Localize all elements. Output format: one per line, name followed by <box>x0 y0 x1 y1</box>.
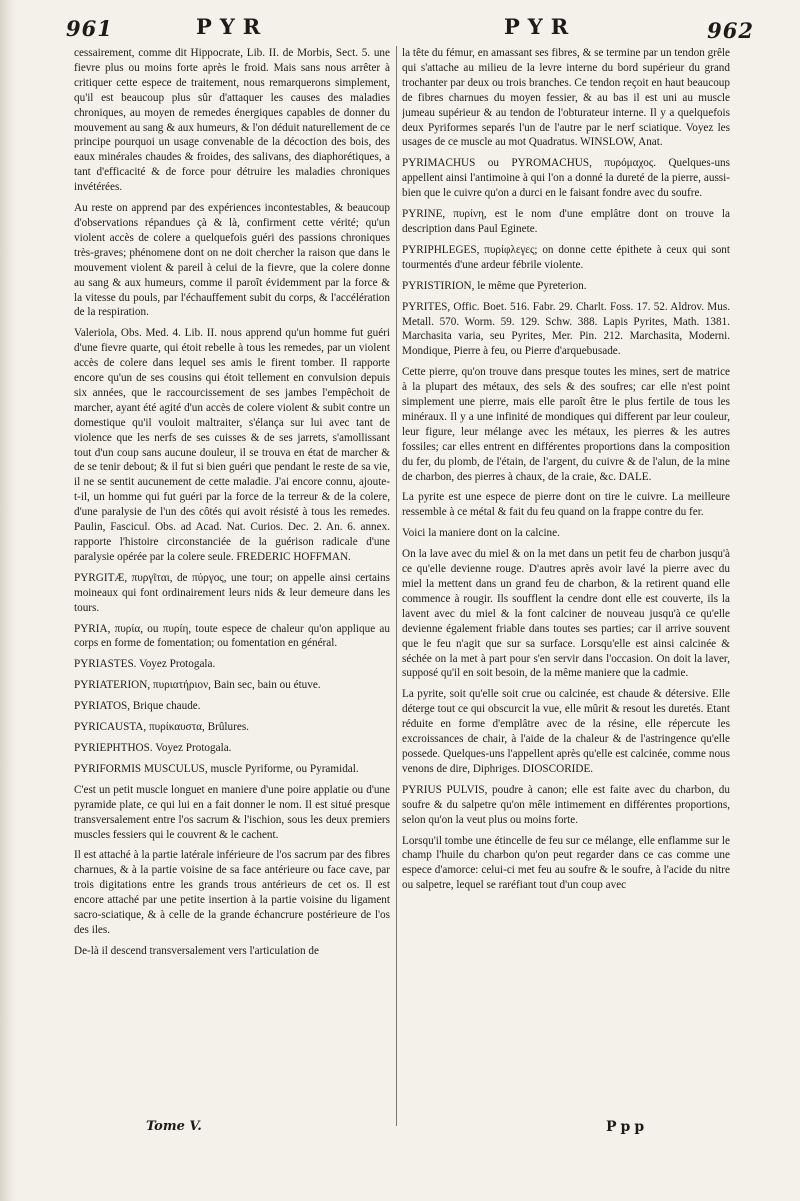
paragraph: la tête du fémur, en amassant ses fibres, & se termine par un tendon grêle qui s'attache au milieu de la levre interne du bord supérieur du grand trochanter par deux ou trois branches. Ce tendon reçoit en haut beaucoup de fibres charnues du moyen fessier, & au bas il est uni au muscle jumeau supérieur & au tendon de l'obturateur interne. Il y a quelquefois deux Pyriformes separés l'un de l'autre par le nerf sciatique. Voyez les usages de ce muscle au mot Quadratus. WINSLOW, Anat. <box>402 47 730 149</box>
paragraph: On la lave avec du miel & on la met dans un petit feu de charbon jusqu'à ce qu'elle devienne rouge. D'autres après avoir lavé la pierre avec du miel la mettent dans un grand feu de charbon, & la retirent quand elle commence à rougir. Ils soufflent la cendre dont elle est couverte, ils la lavent avec du miel & la font calciner de nouveau jusqu'à ce qu'elle devienne également friable dans toutes ses parties; car il arrive souvent que le feu n'agit que sur sa surface. Lorsqu'elle est ainsi calcinée & séchée on la met à part pour s'en servir dans l'occasion. On doit la laver, supposé qu'il en soit besoin, de la même maniere que la cadmie. <box>402 548 730 680</box>
printer-signature: Ppp <box>606 1119 649 1135</box>
entry-pyriephthos: PYRIEPHTHOS. Voyez Protogala. <box>74 741 232 754</box>
page-number-left: 961 <box>66 16 113 41</box>
paragraph: De-là il descend transversalement vers l'articulation de <box>74 944 319 957</box>
left-column <box>74 46 390 1136</box>
volume-signature: Tome V. <box>146 1119 202 1134</box>
paragraph: Lorsqu'il tombe une étincelle de feu sur ce mélange, elle enflamme sur le champ l'huile du charbon qu'on peut regarder dans ce cas comme une espece d'amorce: celui-ci met feu au soufre & le soufre, à l'acide du nitre ou salpetre, lequel se raréfiant tout d'un coup avec <box>402 834 730 892</box>
entry-pyriastes: PYRIASTES. Voyez Protogala. <box>74 658 216 671</box>
entry-pyriformis: PYRIFORMIS MUSCULUS, muscle Pyriforme, ou Pyramidal. <box>74 762 359 775</box>
entry-pyriphleges: PYRIPHLEGES, πυρίφλεγες; on donne cette épithete à ceux qui sont tourmentés d'une ardeur fébrile violente. <box>402 243 730 271</box>
paragraph: Voici la maniere dont on la calcine. <box>402 527 560 540</box>
paragraph: cessairement, comme dit Hippocrate, Lib. II. de Morbis, Sect. 5. une fievre plus ou moins forte après le froid. Mais sans nous arrêter à critiquer cette espece de traitement, nous remarquerons simplement, qu'il est beaucoup plus sûr d'attaquer les causes des maladies chroniques, au moyen de remedes énergiques capables de donner du mouvement au sang & aux humeurs, & l'on déduit naturellement de ce principe pourquoi un usage convenable de la décoction des bois, des eaux minérales chaudes & froides, des salivans, des diaphorétiques, a tant d'efficacité & de force pour détruire les maladies chroniques invétérées. <box>74 47 390 194</box>
entry-pyriaterion: PYRIATERION, πυριατήριον, Bain sec, bain ou étuve. <box>74 679 321 692</box>
entry-pyrius-pulvis: PYRIUS PULVIS, poudre à canon; elle est faite avec du charbon, du soufre & du salpetre qu'on mêle intimement en différentes proportions, selon qu'on la veut plus ou moins forte. <box>402 783 730 826</box>
column-divider <box>396 46 397 1126</box>
entry-pyrgitae: PYRGITÆ, πυργῖται, de πύργος, une tour; on appelle ainsi certains moineaux qui font ordinairement leurs nids & leur demeure dans les tours. <box>74 571 390 614</box>
entry-pyrimachus: PYRIMACHUS ou PYROMACHUS, πυρόμαχος. Quelques-uns appellent ainsi l'antimoine à qui l'on a donné la dureté de la pierre, aussi-bien que le cuivre qu'on a durci en le faisant fondre avec du soufre. <box>402 157 730 200</box>
paragraph: La pyrite, soit qu'elle soit crue ou calcinée, est chaude & détersive. Elle déterge tout ce qui obscurcit la vue, elle mûrit & resout les duretés. Etant réduite en forme d'emplâtre avec de la résine, elle répercute les excroissances de chair, à l'aide de la chaleur & de l'astringence qu'elle possede. Quelques-uns l'appellent après qu'elle est calcinée, comme nous venons de dire, Diphriges. DIOSCORIDE. <box>402 688 730 775</box>
entry-pyristirion: PYRISTIRION, le même que Pyreterion. <box>402 279 587 292</box>
entry-pyrites: PYRITES, Offic. Boet. 516. Fabr. 29. Charlt. Foss. 17. 52. Aldrov. Mus. Metall. 570. Worm. 59. 129. Schw. 388. Lapis Pyrites, Math. 1381. Marchasita varia, seu Pyrites, Mer. Pin. 212. Marchasita, Moderni. Mondique, Pierre à feu, ou Pierre d'arquebusade. <box>402 300 730 358</box>
paragraph: Valeriola, Obs. Med. 4. Lib. II. nous apprend qu'un homme fut guéri d'une fievre quarte, qui étoit rebelle à tous les remedes, par un violent accès de colere dans lequel ses amis le firent tomber. Il rapporte encore qu'un de ses cousins qui étoit tellement en convulsion depuis six années, que le raccourcissement de ses jambes l'empêchoit de marcher, ayant été agité d'un accès de colere violent & subit contre un domestique qu'il vouloit maltraiter, s'élança sur lui avec tant de violence que les nerfs de ses cuisses & de ses jarrets, s'amollissant tout d'un coup sans aucune douleur, il se trouva en état de marcher & de se tenir debout; & il fut si bien guéri que pendant le reste de sa vie, il ne se sentit aucunement de cette maladie. J'ai encore connu, ajoute-t-il, un homme qui fut guéri par la force de la terreur & de la colere, d'une paralysie de l'un des côtés qui avoit résisté à tous les remedes. Paulin, Fascicul. Obs. ad Acad. Nat. Curios. Dec. 2. An. 6. annex. rapporte l'histoire circonstanciée de la guérison radicale d'une paralysie opérée par la colere seule. FREDERIC HOFFMAN. <box>74 327 390 563</box>
paragraph: Cette pierre, qu'on trouve dans presque toutes les mines, sert de matrice à la plupart des métaux, des sels & des soufres; car elle n'est point simplement une pierre, mais elle paroît être le plus fertile de tous les minéraux. Il y a une infinité de mondiques qui different par leur couleur, leur figure, leur mélange avec les métaux, les pierres & les autres fossiles; car elles entrent en différentes proportions dans la composition du fer, du plomb, de l'étain, de l'argent, du cuivre & de l'alun, de la mine de charbon, des pierres à chaux, de la craie, &c. DALE. <box>402 366 730 483</box>
entry-pyriatos: PYRIATOS, Brique chaude. <box>74 700 201 713</box>
right-column <box>402 46 730 1136</box>
running-title-right: PYR <box>504 14 577 39</box>
running-header <box>58 10 756 44</box>
page-edge-shadow <box>0 0 14 1201</box>
entry-pyrine: PYRINE, πυρίνη, est le nom d'une emplâtre dont on trouve la description dans Paul Eginete. <box>402 208 730 235</box>
entry-pyricausta: PYRICAUSTA, πυρίκαυστα, Brûlures. <box>74 721 249 734</box>
page-number-right: 962 <box>707 18 754 43</box>
paragraph: Au reste on apprend par des expériences incontestables, & beaucoup d'observations répandues çà & là, confirment cette vérité; qu'un violent accès de colere a quelquefois guéri des passions chroniques très-graves; phénomene dont on ne doit chercher la raison que dans le mouvement violent & pareil à celui de la fievre, que la colere donne au sang & aux humeurs, comme il paroît évidemment par la force & la vitesse du pouls, par l'échauffement subit du corps, & l'accélération de la respiration. <box>74 202 390 319</box>
paragraph: Il est attaché à la partie latérale inférieure de l'os sacrum par des fibres charnues, & à la partie voisine de sa face antérieure ou face cave, par trois digitations entre les grands trous antérieurs de cet os. Il est encore attaché par une petite insertion à la partie voisine du ligament sacro-sciatique, & à celle de la grande échancrure postérieure de l'os des iles. <box>74 849 390 936</box>
entry-pyria: PYRIA, πυρία, ou πυρίη, toute espece de chaleur qu'on applique au corps en forme de fomentation; ou fomentation en général. <box>74 622 390 650</box>
paragraph: La pyrite est une espece de pierre dont on tire le cuivre. La meilleure ressemble à ce métal & fait du feu quand on la frappe contre du fer. <box>402 491 730 519</box>
running-title-left: PYR <box>196 14 269 39</box>
paragraph: C'est un petit muscle longuet en maniere d'une poire applatie ou d'une pyramide plate, ce qui lui en a fait donner le nom. Il est situé presque transversalement entre l'os sacrum & l'ischion, sous les deux premiers muscles fessiers qui le couvrent & le cachent. <box>74 783 390 841</box>
